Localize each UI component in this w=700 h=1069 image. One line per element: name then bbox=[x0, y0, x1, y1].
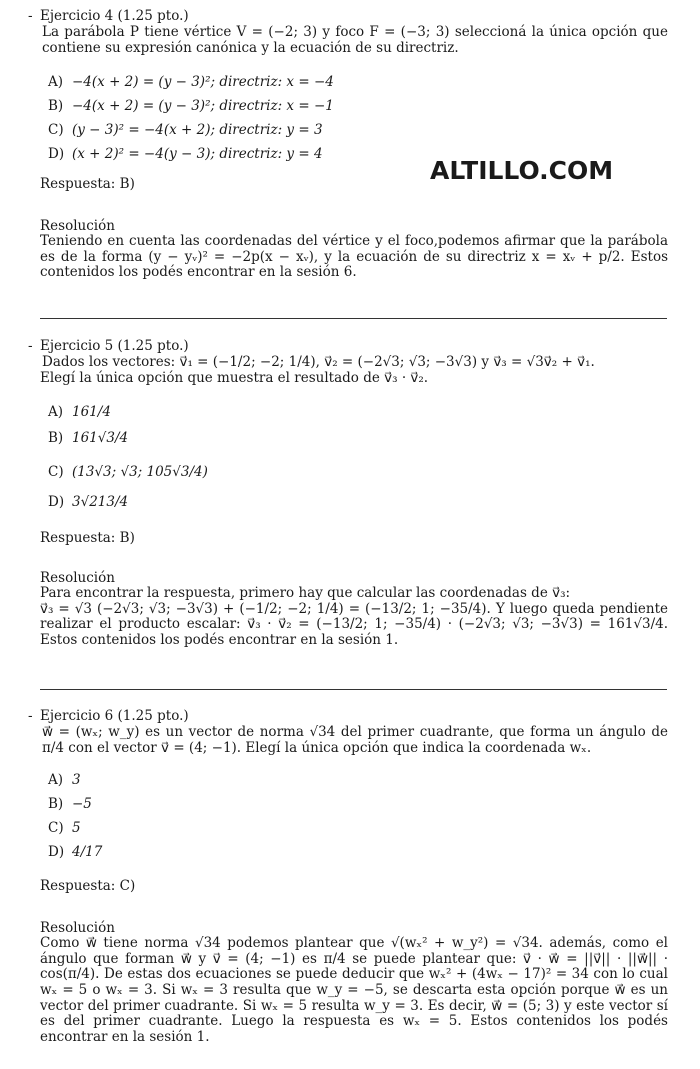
exercise-4-title: - Ejercicio 4 (1.25 pto.) bbox=[28, 8, 189, 24]
exercise-5-statement-1: Dados los vectores: v⃗₁ = (−1/2; −2; 1/4), v⃗₂ = (−2√3; √3; −3√3) y v⃗₃ = √3v⃗₂ + v⃗₁. bbox=[42, 354, 595, 370]
option-a: A) 3 bbox=[48, 772, 81, 789]
exercise-4 bbox=[28, 8, 668, 281]
exercise-6-resolution: Como w⃗ tiene norma √34 podemos plantear que √(wₓ² + w_y²) = √34. además, como el ángulo que forman w⃗ y v⃗ = (4; −1) es π/4 se puede plantear que: v⃗ · w⃗ = ||v⃗|| · ||w⃗|| · cos(π/4). De estas dos ecuaciones se puede deducir que wₓ² + (4wₓ − 17)² = 34 con lo cual wₓ = 5 o wₓ = 3. Si wₓ = 3 resulta que w_y = −5, se descarta esta opción porque w⃗ es un vector del primer cuadrante. Si wₓ = 5 resulta w_y = 3. Es decir, w⃗ = (5; 3) y este vector sí es del primer cuadrante. Luego la respuesta es wₓ = 5. Estos contenidos los podés encontrar en la sesión 1. bbox=[40, 935, 668, 1045]
exercise-6-title: - Ejercicio 6 (1.25 pto.) bbox=[28, 708, 189, 724]
exercise-5-resolution-2: v⃗₃ = √3 (−2√3; √3; −3√3) + (−1/2; −2; 1/4) = (−13/2; 1; −35/4). Y luego queda pendiente realizar el producto escalar: v⃗₃ · v⃗₂ = (−13/2; 1; −35/4) · (−2√3; √3; −3√3) = 161√3/4. Estos contenidos los podés encontrar en la sesión 1. bbox=[40, 600, 668, 648]
exercise-6-answer: Respuesta: C) bbox=[40, 878, 136, 895]
option-b: B) −4(x + 2) = (y − 3)²; directriz: x = −1 bbox=[48, 98, 334, 115]
exercise-5-options bbox=[48, 400, 668, 518]
exercise-6-options bbox=[48, 768, 668, 864]
option-d: D) 3√213/4 bbox=[48, 494, 129, 511]
exercise-5-title: - Ejercicio 5 (1.25 pto.) bbox=[28, 338, 189, 354]
exercise-4-statement: La parábola P tiene vértice V = (−2; 3) y foco F = (−3; 3) seleccioná la única opción que contiene su expresión canónica y la ecuación de su directriz. bbox=[42, 24, 668, 56]
exercise-5-statement-2: Elegí la única opción que muestra el resultado de v⃗₃ · v⃗₂. bbox=[40, 369, 429, 386]
option-c: C) (y − 3)² = −4(x + 2); directriz: y = 3 bbox=[48, 122, 323, 139]
option-d: D) (x + 2)² = −4(y − 3); directriz: y = 4 bbox=[48, 146, 323, 163]
exercise-4-resolution-title: Resolución bbox=[40, 218, 115, 235]
exercise-6 bbox=[28, 708, 668, 1045]
option-b: B) −5 bbox=[48, 796, 92, 813]
exercise-4-answer: Respuesta: B) bbox=[40, 176, 135, 193]
option-c: C) (13√3; √3; 105√3/4) bbox=[48, 464, 208, 481]
exercise-6-resolution-title: Resolución bbox=[40, 920, 115, 937]
watermark-logo: ALTILLO.COM bbox=[430, 156, 614, 185]
divider bbox=[40, 318, 667, 319]
divider bbox=[40, 689, 667, 690]
exercise-4-resolution: Teniendo en cuenta las coordenadas del vértice y el foco,podemos afirmar que la parábola es de la forma (y − yᵥ)² = −2p(x − xᵥ), y la ecuación de su directriz x = xᵥ + p/2. Estos contenidos los podés encontrar en la sesión 6. bbox=[40, 233, 668, 281]
exercise-5 bbox=[28, 338, 668, 649]
option-a: A) 161/4 bbox=[48, 404, 111, 421]
option-b: B) 161√3/4 bbox=[48, 430, 129, 447]
option-c: C) 5 bbox=[48, 820, 81, 837]
exercise-5-resolution-1: Para encontrar la respuesta, primero hay que calcular las coordenadas de v⃗₃: bbox=[40, 585, 571, 602]
option-a: A) −4(x + 2) = (y − 3)²; directriz: x = −4 bbox=[48, 74, 334, 91]
exercise-4-options bbox=[48, 70, 668, 166]
exercise-5-answer: Respuesta: B) bbox=[40, 530, 135, 547]
option-d: D) 4/17 bbox=[48, 844, 103, 861]
exercise-6-statement: w⃗ = (wₓ; w_y) es un vector de norma √34 del primer cuadrante, que forma un ángulo de π/4 con el vector v⃗ = (4; −1). Elegí la única opción que indica la coordenada wₓ. bbox=[42, 724, 668, 756]
exercise-5-resolution-title: Resolución bbox=[40, 570, 115, 587]
